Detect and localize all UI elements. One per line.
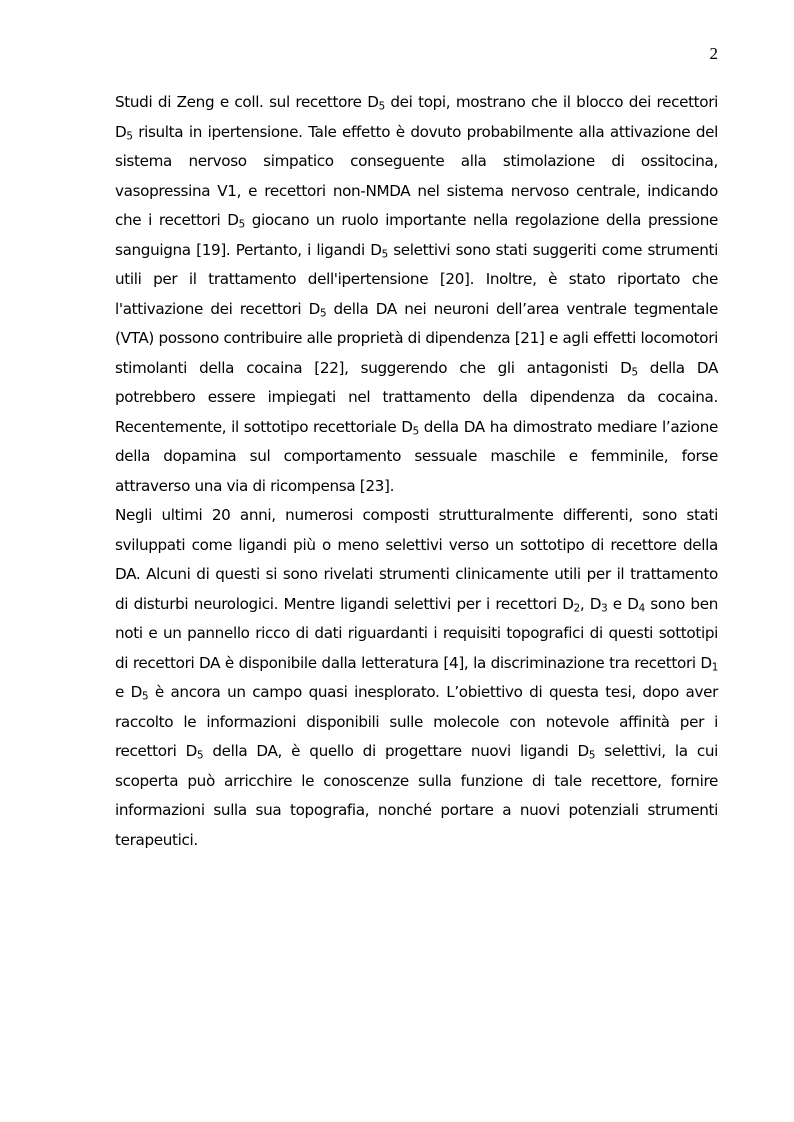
- text-run: Studi di Zeng e coll. sul recettore D: [115, 93, 379, 111]
- paragraph: [115, 501, 718, 855]
- subscript: 5: [412, 425, 419, 438]
- text-run: selettivi sono stati suggeriti come strumenti utili per il trattamento dell'ipertensione [20]. Inoltre, è stato riportato che l'attivazione dei recettori D: [115, 240, 718, 318]
- subscript: 5: [196, 749, 204, 762]
- subscript: 5: [238, 218, 245, 231]
- subscript: 5: [381, 248, 388, 261]
- text-run: della DA ha dimostrato mediare l’azione della dopamina sul comportamento sessuale maschile e femminile, forse attraverso una via di ricompensa [23].: [115, 417, 718, 495]
- subscript: 5: [141, 690, 149, 703]
- subscript: 5: [126, 130, 133, 143]
- text-run: della DA nei neuroni dell’area ventrale tegmentale (VTA) possono contribuire alle proprietà di dipendenza [21] e agli effetti locomotori stimolanti della cocaina [22], suggerendo che gli antagonisti D: [115, 299, 718, 377]
- body-text: [115, 88, 718, 855]
- text-run: e D: [607, 594, 639, 613]
- subscript: 1: [711, 661, 718, 674]
- subscript: 2: [573, 602, 580, 615]
- text-run: della DA, è quello di progettare nuovi ligandi D: [203, 742, 589, 760]
- text-run: è ancora un campo quasi inesplorato. L’obiettivo di questa tesi, dopo aver raccolto le informazioni disponibili sulle molecole con notevole affinità per i recettori D: [115, 683, 718, 760]
- text-run: Negli ultimi 20 anni, numerosi composti strutturalmente differenti, sono stati sviluppati come ligandi più o meno selettivi verso un sottotipo di recettore della DA. Alcuni di questi si sono rivelati strumenti clinicamente utili per il trattamento di disturbi neurologici. Mentre ligandi selettivi per i recettori D: [115, 506, 718, 613]
- text-run: dei topi, mostrano che il blocco dei recettori D: [115, 93, 718, 141]
- page-number: 2: [709, 44, 718, 63]
- text-run: giocano un ruolo importante nella regolazione della pressione sanguigna [19]. Pertanto, i ligandi D: [115, 211, 718, 259]
- text-run: e D: [115, 683, 142, 701]
- subscript: 5: [378, 100, 385, 113]
- text-run: della DA potrebbero essere impiegati nel trattamento della dipendenza da cocaina. Recentemente, il sottotipo recettoriale D: [115, 358, 718, 436]
- text-run: risulta in ipertensione. Tale effetto è dovuto probabilmente alla attivazione del sistema nervoso simpatico conseguente alla stimolazione di ossitocina, vasopressina V1, e recettori non-NMDA nel sistema nervoso centrale, indicando che i recettori D: [115, 122, 718, 229]
- subscript: 4: [638, 602, 645, 615]
- paragraph: [115, 88, 718, 501]
- subscript: 5: [588, 749, 596, 762]
- subscript: 5: [631, 366, 638, 379]
- text-run: selettivi, la cui scoperta può arricchire le conoscenze sulla funzione di tale recettore, fornire informazioni sulla sua topografia, nonché portare a nuovi potenziali strumenti terapeutici.: [115, 742, 719, 849]
- subscript: 5: [319, 307, 327, 320]
- subscript: 3: [601, 602, 608, 615]
- text-run: , D: [579, 594, 602, 613]
- text-run: sono ben noti e un pannello ricco di dati riguardanti i requisiti topografici di questi sottotipi di recettori DA è disponibile dalla letteratura [4], la discriminazione tra recettori D: [115, 594, 718, 672]
